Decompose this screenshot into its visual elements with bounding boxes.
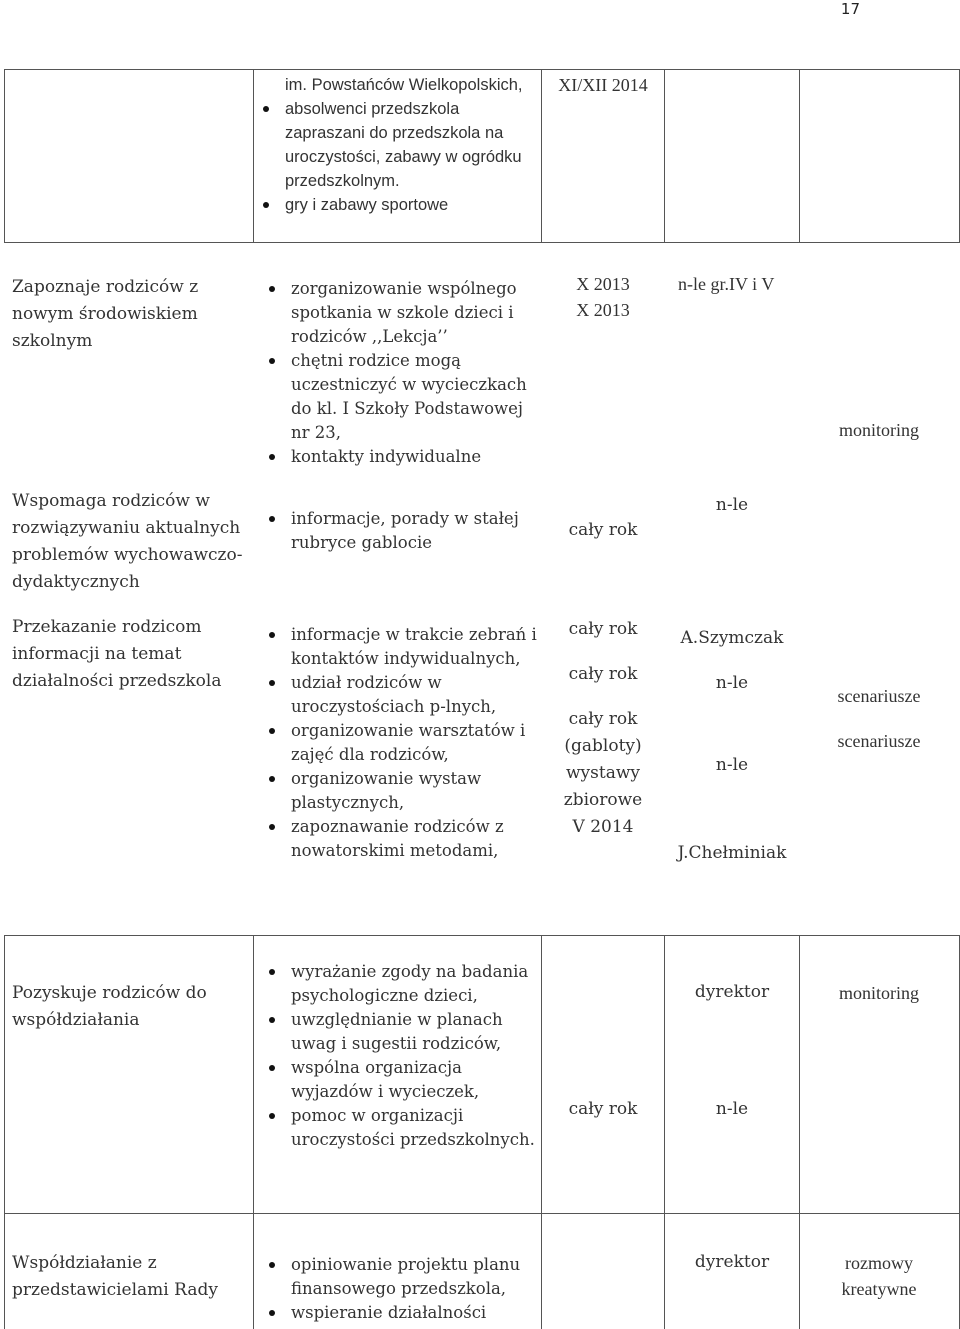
row-divider [4,935,960,936]
row2-evaluation [801,417,957,443]
item-text: zorganizowanie wspólnego spotkania w szkole dzieci i rodziców ,,Lekcja’’ [291,279,517,346]
responsible-text: dyrektor [694,982,770,1002]
list-item [261,1008,541,1056]
list-item [261,1056,541,1104]
row5-goal [12,980,242,1034]
row6-responsible [666,1250,798,1274]
responsible-text: dyrektor [694,1252,770,1272]
term-text: cały rok [568,664,638,684]
row1-term [543,72,663,98]
item-text: organizowanie warsztatów i zajęć dla rodziców, [291,721,526,764]
page-number: 17 [840,0,860,18]
responsible-text: n-le [715,1099,749,1119]
list-item [261,767,541,815]
col-divider [4,69,5,242]
row3-goal [12,488,252,596]
goal-text: Przekazanie rodzicom informacji na temat działalności przedszkola [12,617,222,691]
row3-tasks [261,507,541,555]
row6-goal [12,1250,242,1304]
row4-responsible [666,626,798,868]
goal-text: Wspomaga rodziców w rozwiązywaniu aktualnych problemów wychowawczo-dydaktycznych [12,491,243,592]
term-text: XI/XII 2014 [558,75,648,95]
col-divider [541,69,542,242]
row-divider [4,1213,960,1214]
list-item [255,97,537,193]
row4-goal [12,614,252,695]
evaluation-text: monitoring [839,420,919,440]
row4-tasks [261,623,541,863]
goal-text: Zapoznaje rodziców z nowym środowiskiem szkolnym [12,277,199,351]
col-divider [253,935,254,1329]
evaluation-text: scenariusze [837,686,921,706]
row2-tasks [261,277,541,469]
item-text: absolwenci przedszkola zapraszani do przedszkola na uroczystości, zabawy w ogródku przedszkolnym. [285,100,522,190]
list-item [261,815,541,863]
col-divider [253,69,254,242]
item-text: wspólna organizacja wyjazdów i wycieczek, [291,1058,480,1101]
list-item [261,623,541,671]
col-divider [4,935,5,1329]
item-text: udział rodziców w uroczystościach p-lnych, [291,673,497,716]
row2-goal [12,274,242,355]
evaluation-text: rozmowy [845,1253,913,1273]
responsible-text: n-le [715,755,749,775]
responsible-text: A.Szymczak [680,628,784,648]
list-item [255,73,537,97]
col-divider [799,935,800,1329]
row3-term [543,518,663,542]
item-text: opiniowanie projektu planu finansowego przedszkola, [291,1255,521,1298]
row4-evaluation [801,683,957,754]
item-text: pomoc w organizacji uroczystości przedszkolnych. [291,1106,535,1149]
term-text: zbiorowe [563,790,643,810]
row1-tasks [255,73,537,217]
row5-responsible [666,980,798,1121]
col-divider [664,69,665,242]
list-item [261,1104,541,1152]
list-item [261,960,541,1008]
col-divider [799,69,800,242]
item-text: informacje w trakcie zebrań i kontaktów indywidualnych, [291,625,537,668]
row-divider [4,242,960,243]
item-text: informacje, porady w stałej rubryce gablocie [291,509,519,552]
term-text: wystawy [565,763,640,783]
list-item [261,1253,541,1301]
item-text: im. Powstańców Wielkopolskich, [285,76,523,94]
term-text: X 2013 [576,274,630,294]
list-item [261,445,541,469]
item-text: organizowanie wystaw plastycznych, [291,769,482,812]
row5-tasks [261,960,541,1152]
item-text: gry i zabawy sportowe [285,196,449,214]
goal-text: Współdziałanie z przedstawicielami Rady [12,1253,218,1300]
col-divider [541,935,542,1329]
responsible-text: n-le gr.IV i V [678,274,775,294]
col-divider [664,935,665,1329]
list-item [261,671,541,719]
term-text: (gabloty) [564,736,642,756]
list-item [261,277,541,349]
goal-text: Pozyskuje rodziców do współdziałania [12,983,207,1030]
term-text: X 2013 [576,300,630,320]
evaluation-text: kreatywne [841,1279,917,1299]
item-text: wyrażanie zgody na badania psychologiczne dzieci, [291,962,529,1005]
responsible-text: n-le [715,495,749,515]
responsible-text: n-le [715,673,749,693]
term-text: cały rok [568,1099,638,1119]
evaluation-text: scenariusze [837,731,921,751]
row6-tasks [261,1253,541,1325]
list-item [261,719,541,767]
row6-evaluation [801,1250,957,1302]
term-text: cały rok [568,619,638,639]
row2-terms [543,271,663,323]
table-border-top [4,69,960,70]
term-text: cały rok [568,520,638,540]
term-text: V 2014 [572,817,634,837]
row2-responsible [678,271,808,297]
term-text: cały rok [568,709,638,729]
list-item [261,507,541,555]
list-item [255,193,537,217]
list-item [261,1301,541,1325]
row3-responsible [666,493,798,517]
item-text: kontakty indywidualne [291,447,482,466]
responsible-text: J.Chełminiak [677,843,787,863]
item-text: uwzględnianie w planach uwag i sugestii rodziców, [291,1010,503,1053]
row5-term [543,1097,663,1121]
row4-terms [543,617,663,842]
item-text: chętni rodzice mogą uczestniczyć w wycieczkach do kl. I Szkoły Podstawowej nr 23, [291,351,527,442]
item-text: wspieranie działalności [291,1303,487,1322]
row5-evaluation [801,980,957,1006]
evaluation-text: monitoring [839,983,919,1003]
list-item [261,349,541,445]
item-text: zapoznawanie rodziców z nowatorskimi metodami, [291,817,504,860]
